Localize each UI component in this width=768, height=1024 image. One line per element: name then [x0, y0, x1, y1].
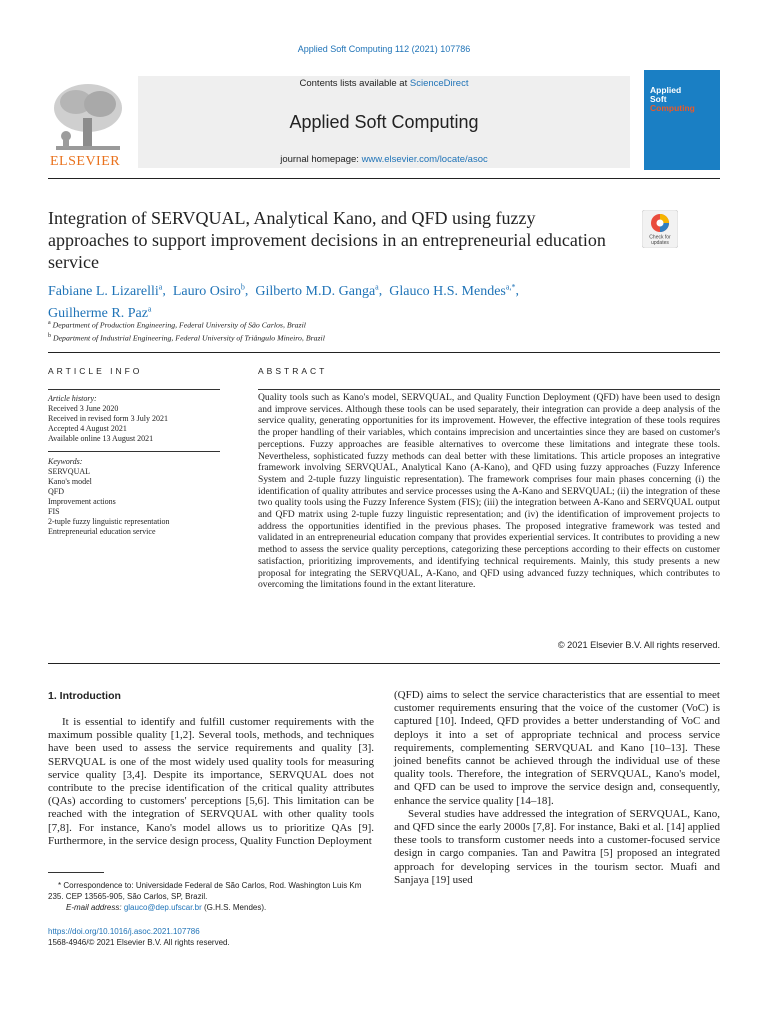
keyword: Improvement actions: [48, 497, 116, 506]
cover-title: Applied Soft Computing: [650, 85, 695, 113]
journal-cover[interactable]: [644, 70, 720, 170]
intro-left-column: [48, 716, 374, 848]
keyword: Entrepreneurial education service: [48, 527, 156, 536]
paragraph: It is essential to identify and fulfill customer requirements with the maximum possible quality [1,2]. Several tools, methods, and techniques have been used to assess the service requirements and quality [3]. SERVQUAL is one of the most widely used quality tools for measuring service quality [3,4]. Despite its importance, SERVQUAL does not contribute to the precise identification of the critical quality attributes (QAs) according to customers' perceptions [5,6]. This limitation can be reached with the integration of SERVQUAL with other quality tools [7,8]. For instance, Kano's model allows us to prioritize QAs [9]. Furthermore, in the service design process, Quality Function Deployment: [48, 716, 374, 847]
author-name[interactable]: Glauco H.S. Mendes$^{a,*}$: [389, 282, 516, 299]
article-info-heading: ARTICLE INFO: [48, 366, 143, 376]
abstract-rule-bottom: [48, 663, 720, 664]
abstract-text: Quality tools such as Kano's model, SERVQUAL, and Quality Function Deployment (QFD) have been used to design and improve services. Although these tools can be used separately, their integration can provide a deep analysis of the service quality, generating opportunities for its improvement. However, the effective integration of these tools requires the proper handling of their variables, which contains imprecision and uncertainties since they are based on customer's perceptions. Fuzzy approaches are feasible alternatives to overcome these limitations and integrate these tools. Nevertheless, sophisticated fuzzy methods can deal better with these limitations. This article proposes an integrative framework involving SERVQUAL, Analytical Kano (A-Kano), and QFD using fuzzy approaches (Fuzzy Inference System and 2-tuple fuzzy linguistic representation). The framework comprises four main phases concerning (i) the identification of quality attributes and service processes using the A-Kano and SERVQUAL; (ii) the integration of these two quality tools using the Fuzzy Inference System (FIS); (iii) the integration between A-Kano and SERVQUAL output and QFD matrix using 2-tuple fuzzy linguistic representation; and (iv) the identification of improvement projects to address the opportunities identified in the previous phases. The proposed integrative framework was tested and validated in an entrepreneurial education company that provides experiential services. It contributes to providing a new method to assess the service quality perceptions, categorizing these perceptions according to their effects on customer satisfaction, prioritizing improvements, and identifying technical requirements. Mainly, this study presents a new proposal for integrating the SERVQUAL, A-Kano, and QFD using advanced fuzzy techniques, which contributes to overcoming the limitations found in the extant literature.: [258, 392, 720, 591]
check-for-updates-badge[interactable]: [642, 210, 678, 248]
info-rule-top: [48, 389, 220, 390]
issn-line: 1568-4946/© 2021 Elsevier B.V. All rights reserved.: [48, 938, 230, 947]
homepage-line: journal homepage: www.elsevier.com/locate/asoc: [280, 154, 488, 165]
elsevier-tree-logo: [48, 78, 128, 168]
header-rule: [48, 178, 720, 179]
correspondence-footnote: * Correspondence to: Universidade Federal de São Carlos, Rod. Washington Luis Km 235. CEP 13565-905, São Carlos, SP, Brazil. E-mail address: glauco@dep.ufscar.br (G.H.S. Mendes).: [48, 881, 362, 912]
author-name[interactable]: Guilherme R. Paz$^a$: [48, 304, 152, 322]
journal-title: Applied Soft Computing: [289, 112, 479, 132]
abstract-copyright: © 2021 Elsevier B.V. All rights reserved.: [557, 640, 720, 650]
author-name[interactable]: Gilberto M.D. Ganga$^a$: [255, 282, 379, 299]
sciencedirect-link[interactable]: ScienceDirect: [409, 78, 469, 89]
introduction-heading: 1. Introduction: [48, 690, 121, 702]
author-name[interactable]: Fabiane L. Lizarelli$^a$: [48, 282, 163, 299]
elsevier-wordmark: ELSEVIER: [50, 154, 121, 169]
paragraph: (QFD) aims to select the service characteristics that are essential to meet customer requirements ensuring that the voice of the customer (VoC) is captured [10]. Indeed, QFD provides a better understanding of VoC and deploys it into a set of appropriate technical and process service requirements, complementing SERVQUAL and Kano [10–13]. These joined benefits cannot be achieved through the individual use of these quality tools. Therefore, the integration of SERVQUAL, Kano's model, and QFD can be used to improve the service design and, consequently, enhance the service quality [14–18].: [394, 689, 720, 807]
abstract-heading: ABSTRACT: [258, 366, 328, 376]
keyword: 2-tuple fuzzy linguistic representation: [48, 517, 170, 526]
crossmark-line2: updates: [651, 240, 669, 246]
journal-reference[interactable]: Applied Soft Computing 112 (2021) 107786: [297, 44, 471, 54]
paragraph: Several studies have addressed the integration of SERVQUAL, Kano, and QFD since the early 2000s [7,8]. For instance, Baki et al. [14] applied these tools to transform customer needs into a customer-focused service design in cargo companies. Tan and Pawitra [5] proposed an integrated approach for developing services in the tourism sector. Muafi and Sanjaya [19] used: [394, 807, 720, 886]
keyword: Kano's model: [48, 477, 92, 486]
affiliations: [48, 318, 668, 343]
affiliation: $^a$ Department of Production Engineering, Federal University of São Carlos, Brazil: [48, 320, 306, 330]
author-name[interactable]: Lauro Osiro$^b$: [172, 282, 245, 299]
article-history: Article history: Received 3 June 2020 Received in revised form 3 July 2021 Accepted 4 August 2021 Available online 13 August 2021: [48, 394, 168, 443]
crossmark-icon: [642, 210, 678, 248]
article-title: Integration of SERVQUAL, Analytical Kano, and QFD using fuzzy approaches to support improvement decisions in an entrepreneurial education service: [48, 208, 606, 272]
affiliation-rule: [48, 352, 720, 353]
crossmark-line1: Check for: [649, 234, 671, 241]
doi-block: [48, 926, 374, 948]
contents-line: Contents lists available at ScienceDirect: [299, 78, 469, 89]
tree-icon: [48, 78, 128, 156]
footnote-rule: [48, 872, 104, 873]
email-link[interactable]: glauco@dep.ufscar.br: [123, 903, 202, 912]
intro-right-column: [394, 689, 720, 887]
keyword: SERVQUAL: [48, 467, 91, 476]
homepage-link[interactable]: www.elsevier.com/locate/asoc: [361, 154, 488, 165]
info-rule-mid: [48, 451, 220, 452]
keyword: FIS: [48, 507, 60, 516]
masthead-box: [138, 76, 630, 168]
author-list: Fabiane L. Lizarelli$^a$, Lauro Osiro$^b$, Gilberto M.D. Ganga$^a$, Glauco H.S. Mendes$^{a,*}$, Guilherme R. Paz$^a$: [48, 282, 519, 322]
keywords: Keywords: SERVQUAL Kano's model QFD Improvement actions FIS 2-tuple fuzzy linguistic representation Entrepreneurial education service: [48, 457, 220, 537]
abstract-rule-top: [258, 389, 720, 390]
keyword: QFD: [48, 487, 65, 496]
journal-header: [48, 70, 720, 169]
affiliation: $^b$ Department of Industrial Engineering, Federal University of Triângulo Mineiro, Brazil: [48, 332, 325, 343]
doi-link[interactable]: https://doi.org/10.1016/j.asoc.2021.107786: [48, 927, 200, 936]
